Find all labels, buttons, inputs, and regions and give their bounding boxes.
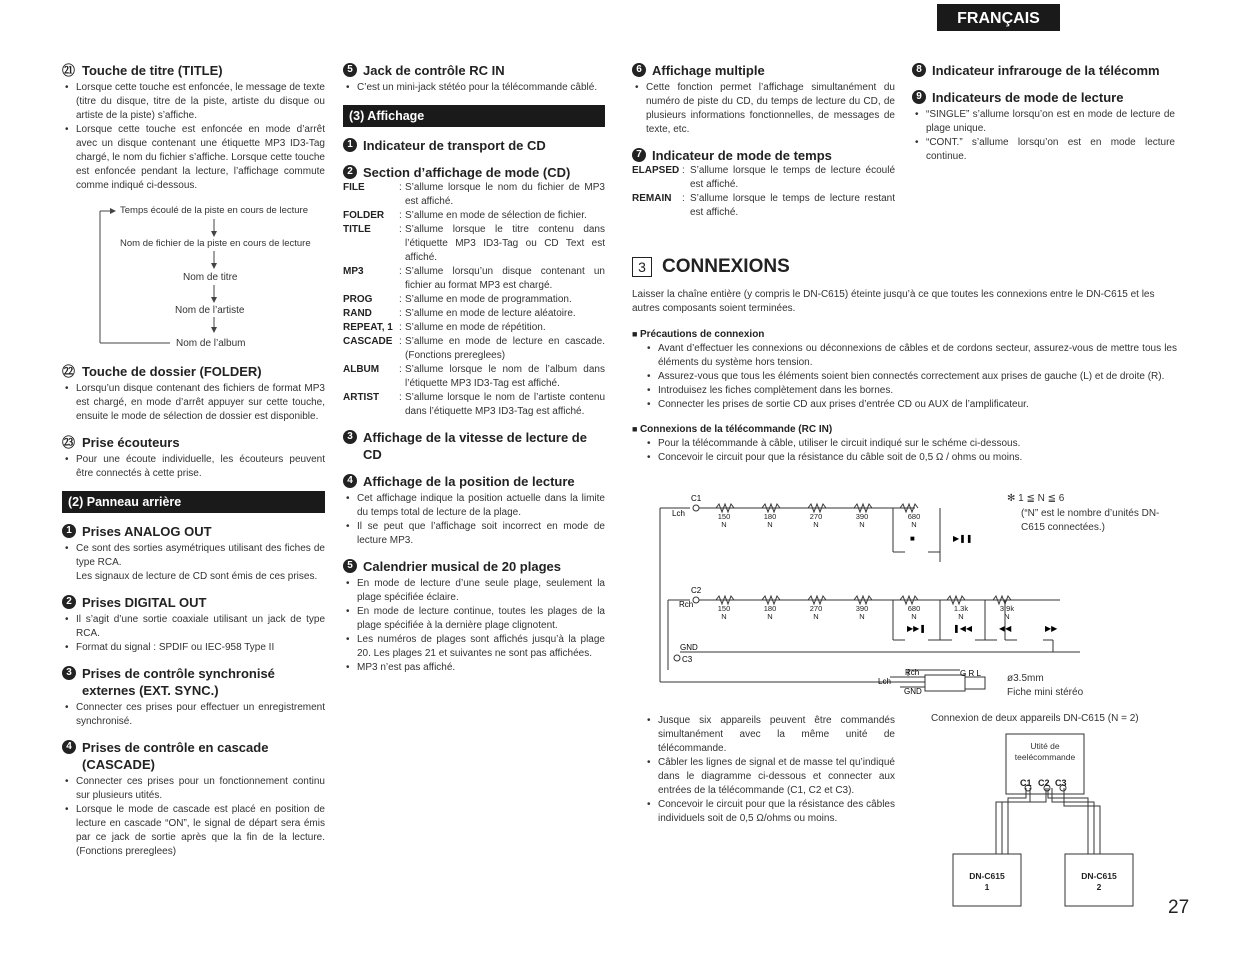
c2-label: C2 xyxy=(1038,778,1050,788)
n-explanation: (“N” est le nombre d’unités DN-C615 connectées.) xyxy=(1021,508,1160,533)
resistor-label: 180 N xyxy=(763,512,777,529)
item-title: Prises ANALOG OUT xyxy=(82,524,212,539)
rear-item-3 xyxy=(62,665,325,729)
fast-forward-icon: ▶▶ xyxy=(1045,624,1058,633)
mode-definitions: FILE : S’allume lorsque le nom du fichier de MP3 est affiché. FOLDER : S’allume en mode de sélection de fichier. TITLE : S’allume lorsque le titre contenu dans l’étiquette MP3 ID3-Tag ou CD Text est affiché. MP3 : S’allume lorsqu’un disque contenant un fichier au format MP3 est chargé. PROG : S’allume en mode de programmation. RAND : S’allume en mode de lecture aléatoire. REPEAT, 1 : S’allume en mode de répétition. CASCADE : S’allume en mode de lecture en cascade. (Fonctions prereglees) ALBUM : S’allume lorsque le nom de l’album dans l’étiquette MP3 ID3-Tag est affiché. ARTIST : S’allume lorsque le nom de l’artiste contenu dans l’étiquette MP3 ID3-Tag est affiché. xyxy=(343,182,605,417)
resistor-label: 180 N xyxy=(763,604,777,621)
next-track-icon: ▶▶❚ xyxy=(907,624,927,633)
list-item: • C’est un mini-jack stétéo pour la télécommande câblé. xyxy=(343,81,605,95)
display-item-2 xyxy=(343,164,605,419)
list-item: • “CONT.” s’allume lorsqu’on est en mode lecture continue. xyxy=(912,136,1175,164)
flow-item: Nom de l’album xyxy=(176,338,246,349)
remote-notes-list xyxy=(644,714,895,826)
list-item: • Connecter ces prises pour effectuer un enregistrement synchronisé. xyxy=(62,701,325,729)
item-number: 6 xyxy=(632,63,646,77)
item-number: 4 xyxy=(343,474,357,488)
flow-item: Nom de fichier de la piste en cours de lecture xyxy=(120,238,311,249)
page-number: 27 xyxy=(1168,897,1190,918)
list-item: • Cet affichage indique la position actuelle dans la limite du temps total de lecture de la plage. xyxy=(343,492,605,520)
display-flow-diagram xyxy=(62,203,325,363)
display-item-3 xyxy=(343,429,605,463)
section-title: Prise écouteurs xyxy=(82,435,180,450)
label-rch: Rch xyxy=(679,600,694,609)
list-item: • Connecter les prises de sortie CD aux prises d’entrée CD ou AUX de l’amplificateur. xyxy=(644,398,1177,412)
list-item: • Lorsque cette touche est enfoncée en mode d’arrêt avec un disque contenant une étiquette MP3 ID3-Tag chargé, le nom du fichier s’affiche. Lorsque cette touche est enfoncée pendant la lecture, l’affichage commute comme indiqué ci-dessous. xyxy=(62,123,325,193)
list-item: • Lorsque le mode de cascade est placé en position de lecture en cascade “ON”, le signal de départ sera émis par ce jack de sortie après que la fin de la lecture. (Fonctions prereglees) xyxy=(62,803,325,859)
item-number: 3 xyxy=(343,430,357,444)
flow-item: Nom de l’artiste xyxy=(175,305,245,316)
time-mode-definitions: ELAPSED : S’allume lorsque le temps de lecture écoulé est affiché. REMAIN : S’allume lorsque le temps de lecture restant est affiché. xyxy=(632,165,895,218)
list-item: • Cette fonction permet l’affichage simultanément du numéro de piste du CD, du temps de lecture du CD, de plusieurs informations fonctionnelles, de messages de texte, etc. xyxy=(632,81,895,137)
flow-item: Nom de titre xyxy=(183,272,238,283)
section-number: ㉒ xyxy=(62,364,76,379)
section-number: ㉑ xyxy=(62,63,76,78)
item-title: Calendrier musical de 20 plages xyxy=(363,559,561,574)
list-item: • Avant d’effectuer les connexions ou déconnexions de câbles et de cordons secteur, assurez-vous de mettre tous les éléments du système hors tension. xyxy=(644,342,1177,370)
play-pause-icon: ▶❚❚ xyxy=(953,534,973,543)
resistor-label: 390 N xyxy=(855,512,869,529)
resistor-label: 3.9k N xyxy=(999,604,1015,621)
label-gnd: GND xyxy=(680,643,698,652)
display-item-8 xyxy=(912,62,1175,79)
item-number: 5 xyxy=(343,559,357,573)
resistor-label: 680 N xyxy=(907,604,921,621)
label-c1: C1 xyxy=(691,494,702,503)
n-range-note: ✻ 1 ≦ N ≦ 6 xyxy=(1007,493,1065,504)
list-item: • Ce sont des sorties asymétriques utilisant des fiches de type RCA. xyxy=(62,542,325,570)
rewind-icon: ◀◀ xyxy=(999,624,1012,633)
list-item: • Les numéros de plages sont affichés jusqu’à la plage 20. Les plages 21 et suivantes ne sont pas affichées. xyxy=(343,633,605,661)
list-item: • Pour la télécommande à câble, utiliser le circuit indiqué sur le schéme ci-dessous. xyxy=(644,437,1177,451)
resistor-label: 150 N xyxy=(717,604,731,621)
item-title: Prises DIGITAL OUT xyxy=(82,595,207,610)
plug-grl-label: G R L xyxy=(960,669,981,678)
item-number: 1 xyxy=(62,524,76,538)
subheading-remote: ■ Connexions de la télécommande (RC IN) xyxy=(632,424,1177,435)
plug-lch-label: Lch xyxy=(878,677,891,686)
list-item: • Câbler les lignes de signal et de masse tel qu’indiqué dans le diagramme ci-dessous et connecter aux entrées de la télécommande (C1, C2 et C3). xyxy=(644,756,895,798)
list-item: • Introduisez les fiches complètement dans les bornes. xyxy=(644,384,1177,398)
plug-rch-label: Rch xyxy=(905,668,920,677)
plug-gnd-label: GND xyxy=(904,687,922,696)
section-title: CONNEXIONS xyxy=(662,256,790,277)
label-c3: C3 xyxy=(682,655,693,664)
list-item: • Il s’agit d’une sortie coaxiale utilisant un jack de type RCA. xyxy=(62,613,325,641)
prev-track-icon: ❚◀◀ xyxy=(953,624,973,633)
section-title: Touche de titre (TITLE) xyxy=(82,63,223,78)
section-23 xyxy=(62,434,325,481)
item-title: Prises de contrôle en cascade (CASCADE) xyxy=(82,740,269,772)
paragraph: Les signaux de lecture de CD sont émis de ces prises. xyxy=(76,571,318,582)
item-number: 2 xyxy=(343,165,357,179)
item-number: 1 xyxy=(343,138,357,152)
unit-1-label: DN-C615 1 xyxy=(969,871,1005,892)
list-item: • En mode de lecture d’une seule plage, seulement la plage spécifiée éclaire. xyxy=(343,577,605,605)
jack-label: Fiche mini stéréo xyxy=(1007,687,1084,698)
list-item: • Concevoir le circuit pour que la résistance des câbles individuels soit de 0,5 Ω/ohms ou moins. xyxy=(644,798,895,826)
item-number: 7 xyxy=(632,148,646,162)
item-number: 3 xyxy=(62,666,76,680)
label-lch: Lch xyxy=(672,509,685,518)
unit-2-label: DN-C615 2 xyxy=(1081,871,1117,892)
section-22 xyxy=(62,363,325,424)
rear-item-4 xyxy=(62,739,325,859)
section-number-box: 3 xyxy=(632,257,652,277)
rear-item-1 xyxy=(62,523,325,584)
item-title: Affichage multiple xyxy=(652,63,765,78)
display-item-7 xyxy=(632,147,895,220)
item-title: Prises de contrôle synchronisé externes (EXT. SYNC.) xyxy=(82,666,275,698)
language-tab: FRANÇAIS xyxy=(937,4,1060,31)
list-item: • En mode de lecture continue, toutes les plages de la plage spécifiée à la dernière plage clignotent. xyxy=(343,605,605,633)
section-number: ㉓ xyxy=(62,435,76,450)
column-2 xyxy=(343,62,605,685)
item-title: Jack de contrôle RC IN xyxy=(363,63,505,78)
item-number: 8 xyxy=(912,63,926,77)
rear-item-5 xyxy=(343,62,605,95)
list-item: • Format du signal : SPDIF ou IEC-958 Type II xyxy=(62,641,325,655)
display-item-5 xyxy=(343,558,605,675)
column-3 xyxy=(632,62,895,230)
subheading-precautions: ■ Précautions de connexion xyxy=(632,329,1177,340)
display-item-9 xyxy=(912,89,1175,164)
display-item-4 xyxy=(343,473,605,548)
item-title: Affichage de la vitesse de lecture de CD xyxy=(363,430,587,462)
resistor-label: 390 N xyxy=(855,604,869,621)
label-c2: C2 xyxy=(691,586,702,595)
column-1 xyxy=(62,62,325,869)
section-title: Touche de dossier (FOLDER) xyxy=(82,364,262,379)
display-item-1 xyxy=(343,137,605,154)
list-item: • Concevoir le circuit pour que la résistance du câble soit de 0,5 Ω / ohms ou moins. xyxy=(644,451,1177,465)
resistor-label: 1.3k N xyxy=(953,604,969,621)
list-item: • Jusque six appareils peuvent être commandés simultanément avec la même unité de télécommande. xyxy=(644,714,895,756)
two-units-caption: Connexion de deux appareils DN-C615 (N = 2) xyxy=(931,713,1139,724)
list-item: • Assurez-vous que tous les éléments soient bien connectés correctement aux prises de gauche (L) et de droite (R). xyxy=(644,370,1177,384)
c1-label: C1 xyxy=(1020,778,1032,788)
flow-item: Temps écoulé de la piste en cours de lecture xyxy=(120,205,308,216)
remote-unit-label: Utité de teelécommande xyxy=(1014,741,1076,762)
item-number: 2 xyxy=(62,595,76,609)
item-title: Section d’affichage de mode (CD) xyxy=(363,165,571,180)
list-item: • Il se peut que l’affichage soit incorrect en mode de lecture MP3. xyxy=(343,520,605,548)
item-title: Affichage de la position de lecture xyxy=(363,474,575,489)
rear-item-2 xyxy=(62,594,325,655)
item-number: 5 xyxy=(343,63,357,77)
list-item: • “SINGLE” s’allume lorsqu’on est en mode de lecture de plage unique. xyxy=(912,108,1175,136)
list-item: • Pour une écoute individuelle, les écouteurs peuvent être connectés à cette prise. xyxy=(62,453,325,481)
resistor-label: 270 N xyxy=(809,604,823,621)
section-21 xyxy=(62,62,325,193)
list-item: • Lorsque cette touche est enfoncée, le message de texte (titre du disque, titre de la piste, artiste du disque ou artiste de la piste) s’affiche. xyxy=(62,81,325,123)
intro-text: Laisser la chaîne entière (y compris le DN-C615) éteinte jusqu’à ce que toutes les connexions entre le DN-C615 et les autres composants soient terminées. xyxy=(632,289,1155,314)
item-title: Indicateur infrarouge de la télécomm xyxy=(932,63,1160,78)
item-number: 9 xyxy=(912,90,926,104)
list-item: • Connecter ces prises pour un fonctionnement continu sur plusieurs utités. xyxy=(62,775,325,803)
connexions-section xyxy=(632,256,1177,465)
item-title: Indicateur de mode de temps xyxy=(652,148,832,163)
list-item: • Lorsqu’un disque contenant des fichiers de format MP3 est chargé, en mode d’arrêt appuyer sur cette touche, ensuite le mode de sélection de dossier est disponible. xyxy=(62,382,325,424)
section-bar-rear-panel: (2) Panneau arrière xyxy=(62,491,325,513)
jack-size: ø3.5mm xyxy=(1007,673,1044,684)
item-title: Indicateur de transport de CD xyxy=(363,138,546,153)
list-item: • MP3 n’est pas affiché. xyxy=(343,661,605,675)
display-item-6 xyxy=(632,62,895,137)
circuit-right-part xyxy=(995,592,1075,672)
c3-label: C3 xyxy=(1055,778,1067,788)
item-number: 4 xyxy=(62,740,76,754)
item-title: Indicateurs de mode de lecture xyxy=(932,90,1124,105)
resistor-label: 150 N xyxy=(717,512,731,529)
resistor-label: 680 N xyxy=(907,512,921,529)
section-bar-display: (3) Affichage xyxy=(343,105,605,127)
column-4 xyxy=(912,62,1175,174)
resistor-label: 270 N xyxy=(809,512,823,529)
stop-icon: ■ xyxy=(910,534,915,543)
